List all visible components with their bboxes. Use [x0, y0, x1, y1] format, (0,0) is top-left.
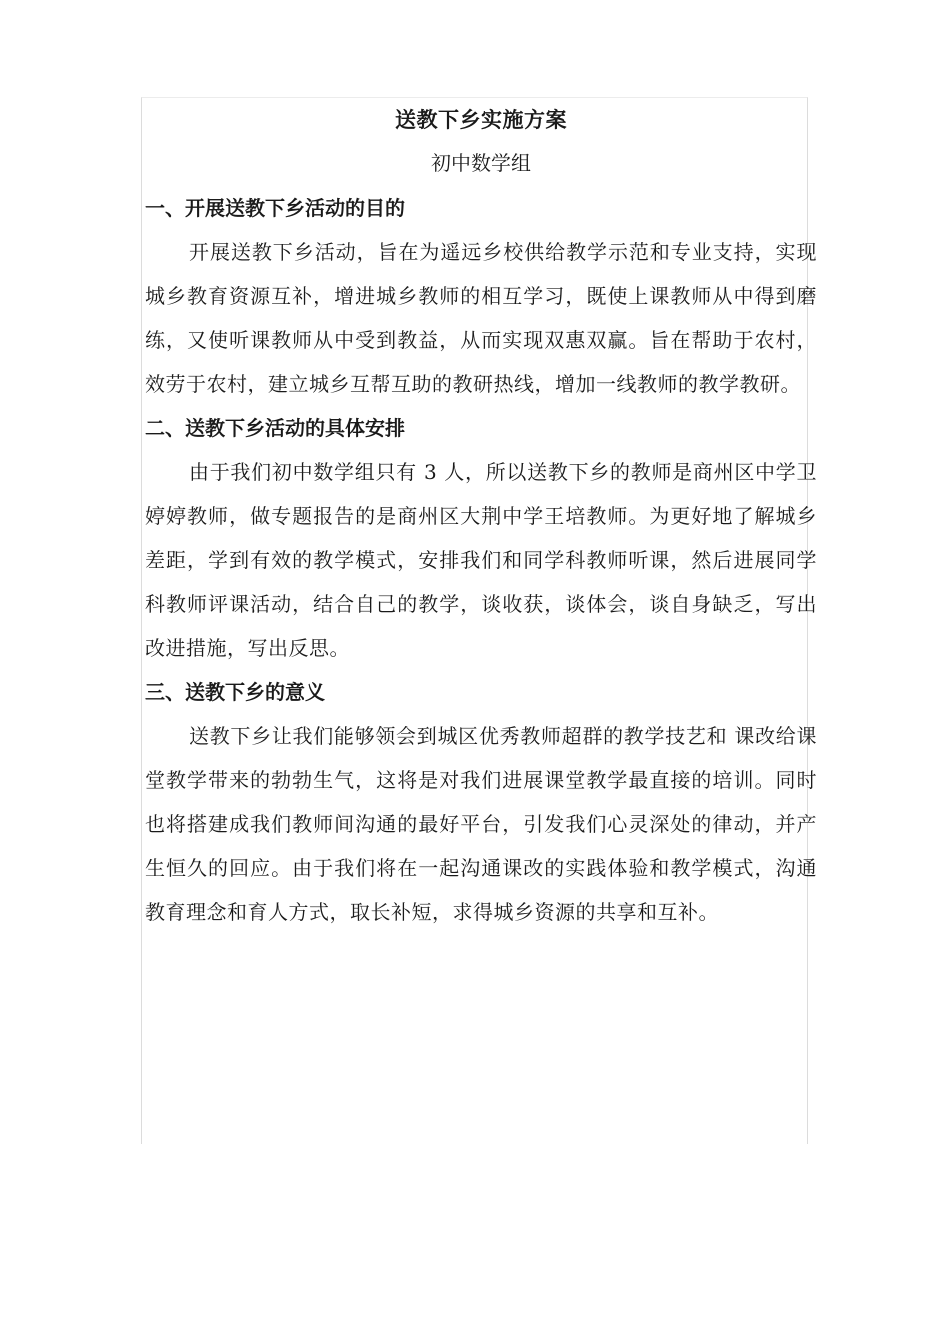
section-1-paragraph: 开展送教下乡活动，旨在为遥远乡校供给教学示范和专业支持，实现城乡教育资源互补，增进城乡教师的相互学习，既使上课教师从中得到磨练，又使听课教师从中受到教益，从而实现双惠双赢。旨在帮助于农村，效劳于农村，建立城乡互帮互助的教研热线，增加一线教师的教学教研。 — [145, 240, 817, 396]
document-body — [145, 100, 817, 934]
document-subtitle: 初中数学组 — [431, 151, 531, 175]
document-title: 送教下乡实施方案 — [395, 107, 567, 132]
section-3-paragraph: 送教下乡让我们能够领会到城区优秀教师超群的教学技艺和 课改给课堂教学带来的勃勃生气，这将是对我们进展课堂教学最直接的培训。同时也将搭建成我们教师间沟通的最好平台，引发我们心灵深处的律动，并产生恒久的回应。由于我们将在一起沟通课改的实践体验和教学模式，沟通教育理念和育人方式，取长补短，求得城乡资源的共享和互补。 — [145, 724, 817, 924]
section-2-paragraph: 由于我们初中数学组只有 3 人，所以送教下乡的教师是商州区中学卫婷婷教师，做专题报告的是商州区大荆中学王培教师。为更好地了解城乡差距，学到有效的教学模式，安排我们和同学科教师听课，然后进展同学科教师评课活动，结合自己的教学，谈收获，谈体会，谈自身缺乏，写出改进措施，写出反思。 — [145, 460, 817, 660]
section-2-heading: 二、送教下乡活动的具体安排 — [145, 416, 405, 440]
section-1-heading: 一、开展送教下乡活动的目的 — [145, 196, 405, 220]
section-3-heading: 三、送教下乡的意义 — [145, 680, 325, 704]
